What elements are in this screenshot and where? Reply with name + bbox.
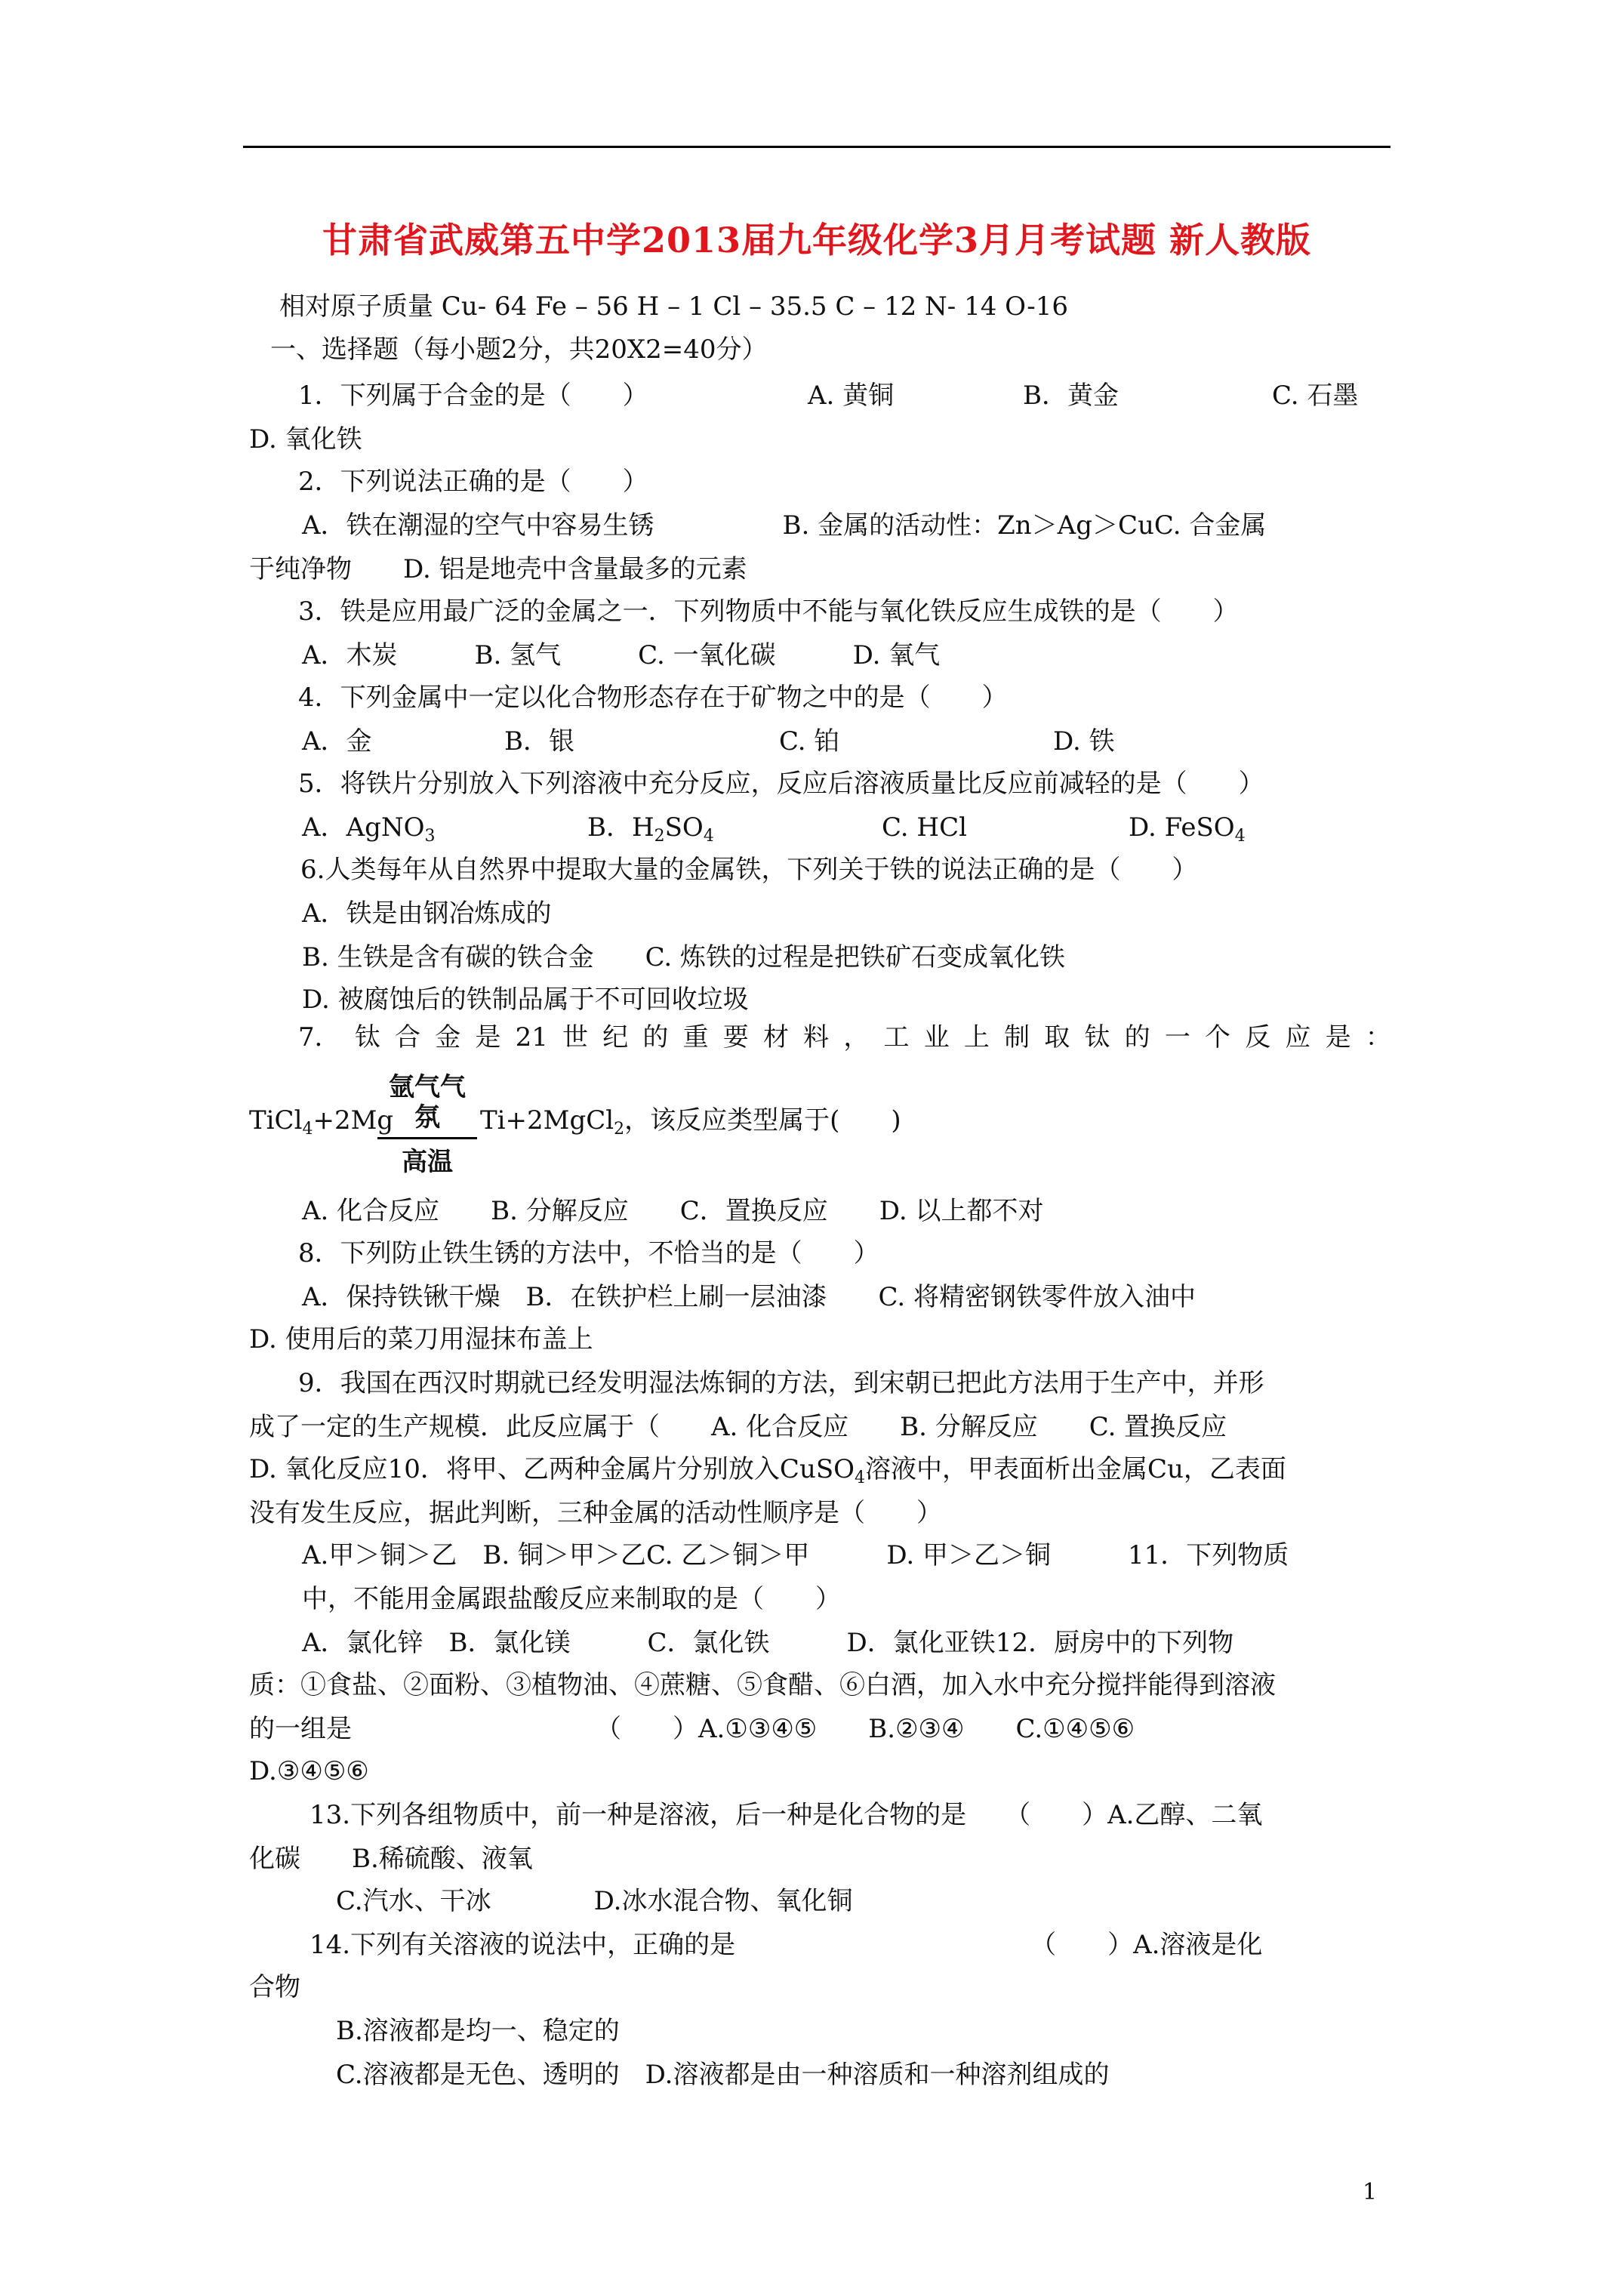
q13-line2: 化碳 B.稀硫酸、液氧	[249, 1844, 533, 1874]
atomic-mass-line: 相对原子质量 Cu- 64 Fe – 56 H – 1 Cl – 35.5 C – 12 N- 14 O-16	[279, 291, 1069, 322]
q8-options-line1: A．保持铁锹干燥 B．在铁护栏上刷一层油漆 C. 将精密钢铁零件放入油中	[302, 1282, 1196, 1312]
q1-stem: 1．下列属于合金的是（ ）	[298, 381, 648, 411]
q7-options: A. 化合反应 B. 分解反应 C．置换反应 D. 以上都不对	[302, 1196, 1044, 1226]
q5-option-a: A．AgNO$_3$	[302, 812, 436, 846]
q5-option-c: C. HCl	[882, 812, 967, 843]
document-title: 甘肃省武威第五中学2013届九年级化学3月月考试题 新人教版	[322, 220, 1312, 260]
q1-option-b: B．黄金	[1023, 381, 1119, 411]
q7-equation-left: TiCl$_4$+2Mg	[249, 1105, 394, 1139]
page-number: 1	[1363, 2179, 1378, 2205]
q4-option-c: C. 铂	[779, 726, 840, 757]
q1-option-c: C. 石墨	[1272, 381, 1359, 411]
q12-line3: D.③④⑤⑥	[249, 1756, 369, 1786]
q13-line1: 13.下列各组物质中，前一种是溶液，后一种是化合物的是 （ ）A.乙醇、二氧	[310, 1800, 1263, 1830]
q10-line1: D. 氧化反应10．将甲、乙两种金属片分别放入CuSO$_4$溶液中，甲表面析出金属Cu，乙表面	[249, 1454, 1286, 1487]
q11-stem: 中，不能用金属跟盐酸反应来制取的是（ ）	[302, 1584, 841, 1614]
q6-option-a: A．铁是由钢冶炼成的	[302, 898, 552, 929]
q14-line3: B.溶液都是均一、稳定的	[336, 2016, 620, 2046]
q14-line4: C.溶液都是无色、透明的 D.溶液都是由一种溶质和一种溶剂组成的	[336, 2060, 1110, 2090]
q7-reaction-arrow	[377, 1137, 477, 1139]
q7-equation-right: Ti+2MgCl$_2$，该反应类型属于( )	[480, 1105, 901, 1139]
section-heading: 一、选择题（每小题2分，共20X2=40分）	[270, 334, 768, 365]
q7-stem: 7． 钛 合 金 是 21 世 纪 的 重 要 材 料 ， 工 业 上 制 取 钛 的 一 个 反 应 是 ：	[298, 1022, 1391, 1052]
q6-option-d: D. 被腐蚀后的铁制品属于不可回收垃圾	[302, 985, 749, 1015]
q5-stem: 5．将铁片分别放入下列溶液中充分反应，反应后溶液质量比反应前减轻的是（ ）	[298, 769, 1264, 799]
q8-options-line2: D. 使用后的菜刀用湿抹布盖上	[249, 1324, 593, 1354]
q10-line2: 没有发生反应，据此判断，三种金属的活动性顺序是（ ）	[249, 1498, 942, 1528]
q2-options-line1: A．铁在潮湿的空气中容易生锈 B. 金属的活动性：Zn＞Ag＞CuC. 合金属	[302, 510, 1267, 541]
q6-options-bc: B. 生铁是含有碳的铁合金 C. 炼铁的过程是把铁矿石变成氧化铁	[302, 942, 1066, 972]
q3-stem: 3．铁是应用最广泛的金属之一．下列物质中不能与氧化铁反应生成铁的是（ ）	[298, 596, 1239, 627]
q1-option-d: D. 氧化铁	[249, 424, 362, 455]
q2-stem: 2．下列说法正确的是（ ）	[298, 467, 648, 497]
q11-options: A．氯化锌 B．氯化镁 C．氯化铁 D．氯化亚铁12．厨房中的下列物	[302, 1628, 1234, 1658]
q4-option-a: A．金	[302, 726, 372, 757]
q10-options: A.甲＞铜＞乙 B. 铜＞甲＞乙C. 乙＞铜＞甲 D. 甲＞乙＞铜 11．下列物质	[302, 1540, 1289, 1570]
q7-condition-top: 氩气气氛	[389, 1072, 466, 1133]
header-rule	[243, 146, 1390, 148]
q3-options: A．木炭 B. 氢气 C. 一氧化碳 D. 氧气	[302, 640, 941, 670]
q4-option-b: B．银	[504, 726, 574, 757]
q5-option-d: D. FeSO$_4$	[1129, 812, 1246, 846]
q9-line2: 成了一定的生产规模．此反应属于（ A. 化合反应 B. 分解反应 C. 置换反应	[249, 1412, 1227, 1442]
q14-line1: 14.下列有关溶液的说法中，正确的是 （ ）A.溶液是化	[310, 1930, 1263, 1960]
q2-options-line2: 于纯净物 D. 铝是地壳中含量最多的元素	[249, 554, 747, 584]
q13-line3: C.汽水、干冰 D.冰水混合物、氧化铜	[336, 1886, 853, 1916]
q7-condition-bottom: 高温	[402, 1147, 453, 1177]
q1-option-a: A. 黄铜	[808, 381, 895, 411]
q6-stem: 6.人类每年从自然界中提取大量的金属铁，下列关于铁的说法正确的是（ ）	[300, 855, 1198, 885]
q9-line1: 9．我国在西汉时期就已经发明湿法炼铜的方法，到宋朝已把此方法用于生产中，并形	[298, 1368, 1264, 1398]
q14-line2: 合物	[249, 1972, 300, 2002]
q4-stem: 4．下列金属中一定以化合物形态存在于矿物之中的是（ ）	[298, 683, 1008, 713]
q7-reaction-condition	[377, 1072, 477, 1177]
q12-line1: 质：①食盐、②面粉、③植物油、④蔗糖、⑤食醋、⑥白酒，加入水中充分搅拌能得到溶液	[249, 1670, 1276, 1700]
q4-option-d: D. 铁	[1053, 726, 1115, 757]
q12-line2: 的一组是 （ ）A.①③④⑤ B.②③④ C.①④⑤⑥	[249, 1714, 1135, 1744]
q8-stem: 8．下列防止铁生锈的方法中，不恰当的是（ ）	[298, 1238, 879, 1268]
q5-option-b: B．$H_2SO_4$	[587, 812, 714, 846]
